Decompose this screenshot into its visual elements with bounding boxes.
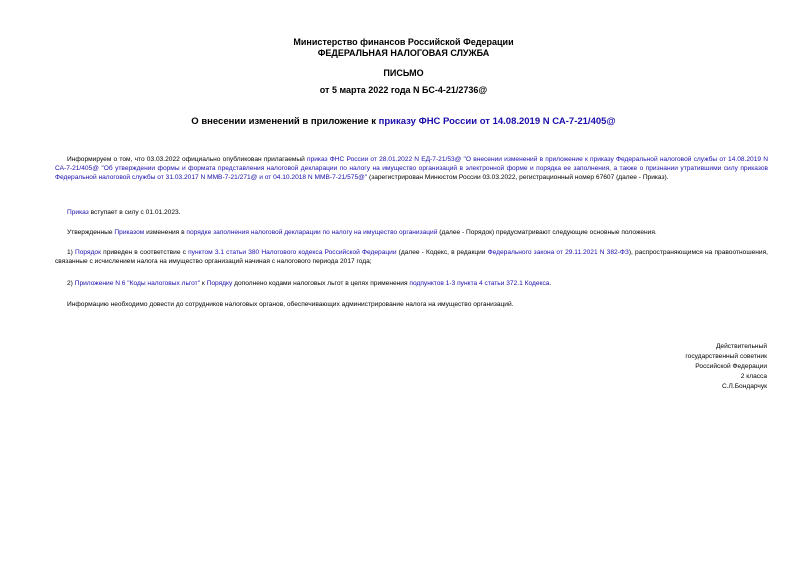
doc-type: ПИСЬМО <box>383 68 424 78</box>
order-53-link[interactable]: приказ ФНС России от 28.01.2022 N ЕД-7-21/53@ "О внесении изменений в приложение к приказу Федеральной налоговой службы от 14.08.2019 N СА-7-21/405@ "Об утверждении формы и формата представления налоговой декларации по налогу на имущество организаций в электронной форме и порядка ее заполнения, а также о признании утратившими силу приказов Федеральной налоговой службы от 31.03.2017 N ММВ-7-21/271@ и от 04.10.2018 N ММВ-7-21/575@" <box>55 156 768 181</box>
appendix-6-link[interactable]: Приложение N 6 "Коды налоговых льгот" <box>74 280 201 287</box>
ministry-name: Министерство финансов Российской Федерации <box>293 37 514 47</box>
service-name: ФЕДЕРАЛЬНАЯ НАЛОГОВАЯ СЛУЖБА <box>317 48 490 58</box>
code-link[interactable]: Кодекса <box>524 280 550 287</box>
signature-block <box>685 342 767 392</box>
signature-name: С.Л.Бондарчук <box>721 383 767 390</box>
procedure-link-2[interactable]: Порядок <box>75 249 101 256</box>
paragraph-3 <box>55 228 768 237</box>
paragraph-1 <box>55 155 768 182</box>
tax-code-article-link[interactable]: пунктом 3.1 статьи 380 Налогового кодекса Российской Федерации <box>188 249 397 256</box>
p4-text-3: (далее - Кодекс, в редакции <box>396 249 488 256</box>
subparagraphs-link[interactable]: подпунктов 1-3 пункта 4 статьи 372.1 <box>409 280 523 287</box>
federal-law-link[interactable]: Федерального закона от 29.11.2021 N 382-ФЗ <box>487 249 629 256</box>
signature-line-1: Действительный <box>715 343 767 350</box>
p5-text-2: к <box>200 280 207 287</box>
order-link-2[interactable]: Приказом <box>114 229 145 236</box>
p3-text-2: изменения в <box>144 229 187 236</box>
signature-line-3: Российской Федерации <box>695 363 767 370</box>
p1-text-1: Информируем о том, что 03.03.2022 официально опубликован прилагаемый <box>67 156 307 163</box>
signature-line-2: государственный советник <box>685 353 767 360</box>
order-405-link[interactable]: приказу ФНС России от 14.08.2019 N СА-7-21/405@ <box>378 116 616 127</box>
signature-line-4: 2 класса <box>740 373 767 380</box>
doc-date-number: от 5 марта 2022 года N БС-4-21/2736@ <box>319 85 488 95</box>
paragraph-6 <box>55 300 768 309</box>
paragraph-4 <box>55 248 768 266</box>
order-link[interactable]: Приказ <box>67 209 89 216</box>
p2-text-1: вступает в силу с 01.01.2023. <box>88 209 181 216</box>
doc-title <box>0 116 807 128</box>
procedure-link-3[interactable]: Порядку <box>206 280 233 287</box>
p3-text-1: Утвержденные <box>67 229 115 236</box>
procedure-link[interactable]: порядке заполнения налоговой декларации по налогу на имущество организаций <box>186 229 438 236</box>
p5-text-1: 2) <box>67 280 75 287</box>
paragraph-5 <box>55 279 768 288</box>
p4-text-2: приведен в соответствие с <box>101 249 189 256</box>
p3-text-3: (далее - Порядок) предусматривают следующие основные положения. <box>437 229 657 236</box>
p4-text-1: 1) <box>67 249 76 256</box>
paragraph-2 <box>55 208 768 217</box>
p5-text-3: дополнено кодами налоговых льгот в целях применения <box>232 280 410 287</box>
doc-title-text: О внесении изменений в приложение к <box>191 116 379 127</box>
p5-text-5: . <box>549 280 552 287</box>
p4-text-4: ), распространяющимся на правоотношения, связанные с исчислением налога на имущество организаций начиная с налогового периода 2017 года; <box>55 249 768 265</box>
p1-text-2: (зарегистрирован Минюстом России 03.03.2022, регистрационный номер 67607 (далее - Приказ). <box>367 174 669 181</box>
p6-text-1: Информацию необходимо довести до сотрудников налоговых органов, обеспечивающих администрирование налога на имущество организаций. <box>67 301 514 308</box>
